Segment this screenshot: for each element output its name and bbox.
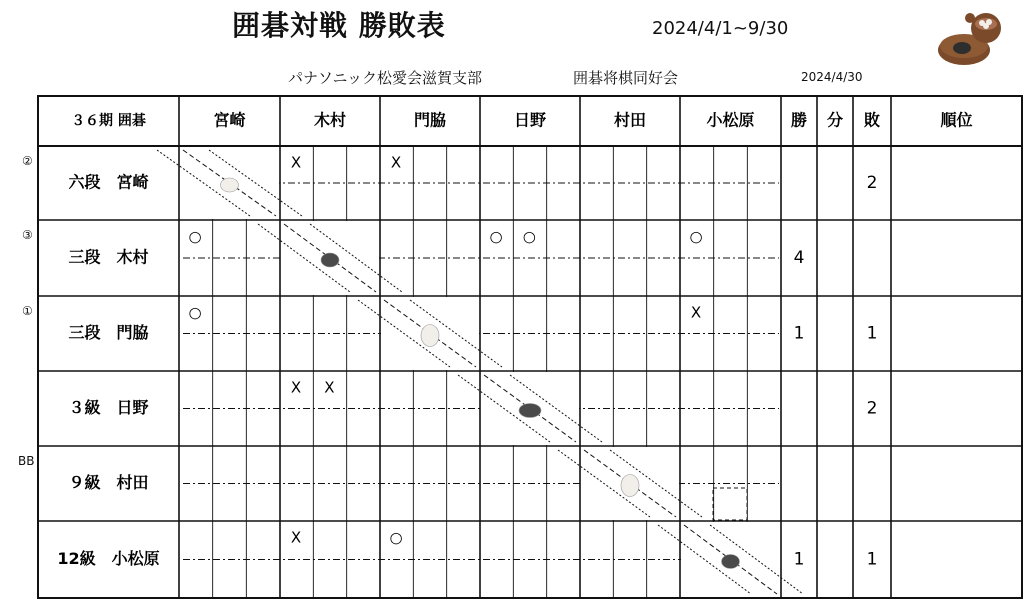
header-rank: 順位 xyxy=(940,110,973,130)
game-result: ○ xyxy=(489,227,503,246)
header-wins: 勝 xyxy=(790,110,808,130)
header-draws: 分 xyxy=(826,110,844,130)
player-label: 六段 宮崎 xyxy=(68,172,149,192)
player-label: 三段 木村 xyxy=(68,247,149,267)
game-result: X xyxy=(390,153,402,172)
go-stone xyxy=(722,555,740,569)
header-opponent: 小松原 xyxy=(706,110,755,130)
player-label: 12級 小松原 xyxy=(57,549,160,568)
game-result: X xyxy=(290,528,302,547)
header-opponent: 門脇 xyxy=(413,110,447,130)
losses-count: 2 xyxy=(866,173,878,193)
game-result: ○ xyxy=(522,227,536,246)
header-opponent: 木村 xyxy=(313,110,347,130)
game-result: ○ xyxy=(188,227,202,246)
go-stone xyxy=(621,475,639,497)
player-label: 三段 門脇 xyxy=(68,323,149,342)
rank-marker: ② xyxy=(22,154,33,168)
wins-count: 4 xyxy=(793,248,805,268)
organization-text: パナソニック松愛会滋賀支部 xyxy=(288,69,482,87)
player-label: ９級 村田 xyxy=(68,473,149,492)
header-corner: ３６期 囲碁 xyxy=(71,113,146,129)
losses-count: 2 xyxy=(866,398,878,419)
rank-marker: BB xyxy=(18,454,35,468)
dashed-box xyxy=(713,488,747,520)
game-result: ○ xyxy=(188,303,202,322)
wins-count: 1 xyxy=(793,549,805,570)
go-stone xyxy=(519,404,541,418)
header-opponent: 日野 xyxy=(513,110,547,130)
as-of-date: 2024/4/30 xyxy=(801,70,863,84)
game-result: X xyxy=(290,153,302,172)
game-result: X xyxy=(690,303,702,322)
go-stone xyxy=(321,253,339,267)
game-result: ○ xyxy=(689,227,703,246)
player-label: ３級 日野 xyxy=(68,398,149,417)
club-text: 囲碁将棋同好会 xyxy=(573,69,679,87)
game-result: X xyxy=(324,378,335,397)
wins-count: 1 xyxy=(793,323,805,344)
losses-count: 1 xyxy=(866,549,878,570)
period-text: 2024/4/1~9/30 xyxy=(652,18,789,39)
go-stone xyxy=(221,178,239,192)
header-opponent: 村田 xyxy=(613,110,647,130)
game-result: ○ xyxy=(389,528,403,547)
rank-marker: ① xyxy=(22,304,33,318)
go-stone xyxy=(421,325,439,347)
game-result: X xyxy=(290,378,302,397)
header-losses: 敗 xyxy=(863,110,881,130)
losses-count: 1 xyxy=(866,323,878,344)
page-title: 囲碁対戦 勝敗表 xyxy=(232,9,446,42)
header-opponent: 宮崎 xyxy=(213,110,246,130)
rank-marker: ③ xyxy=(22,228,33,242)
